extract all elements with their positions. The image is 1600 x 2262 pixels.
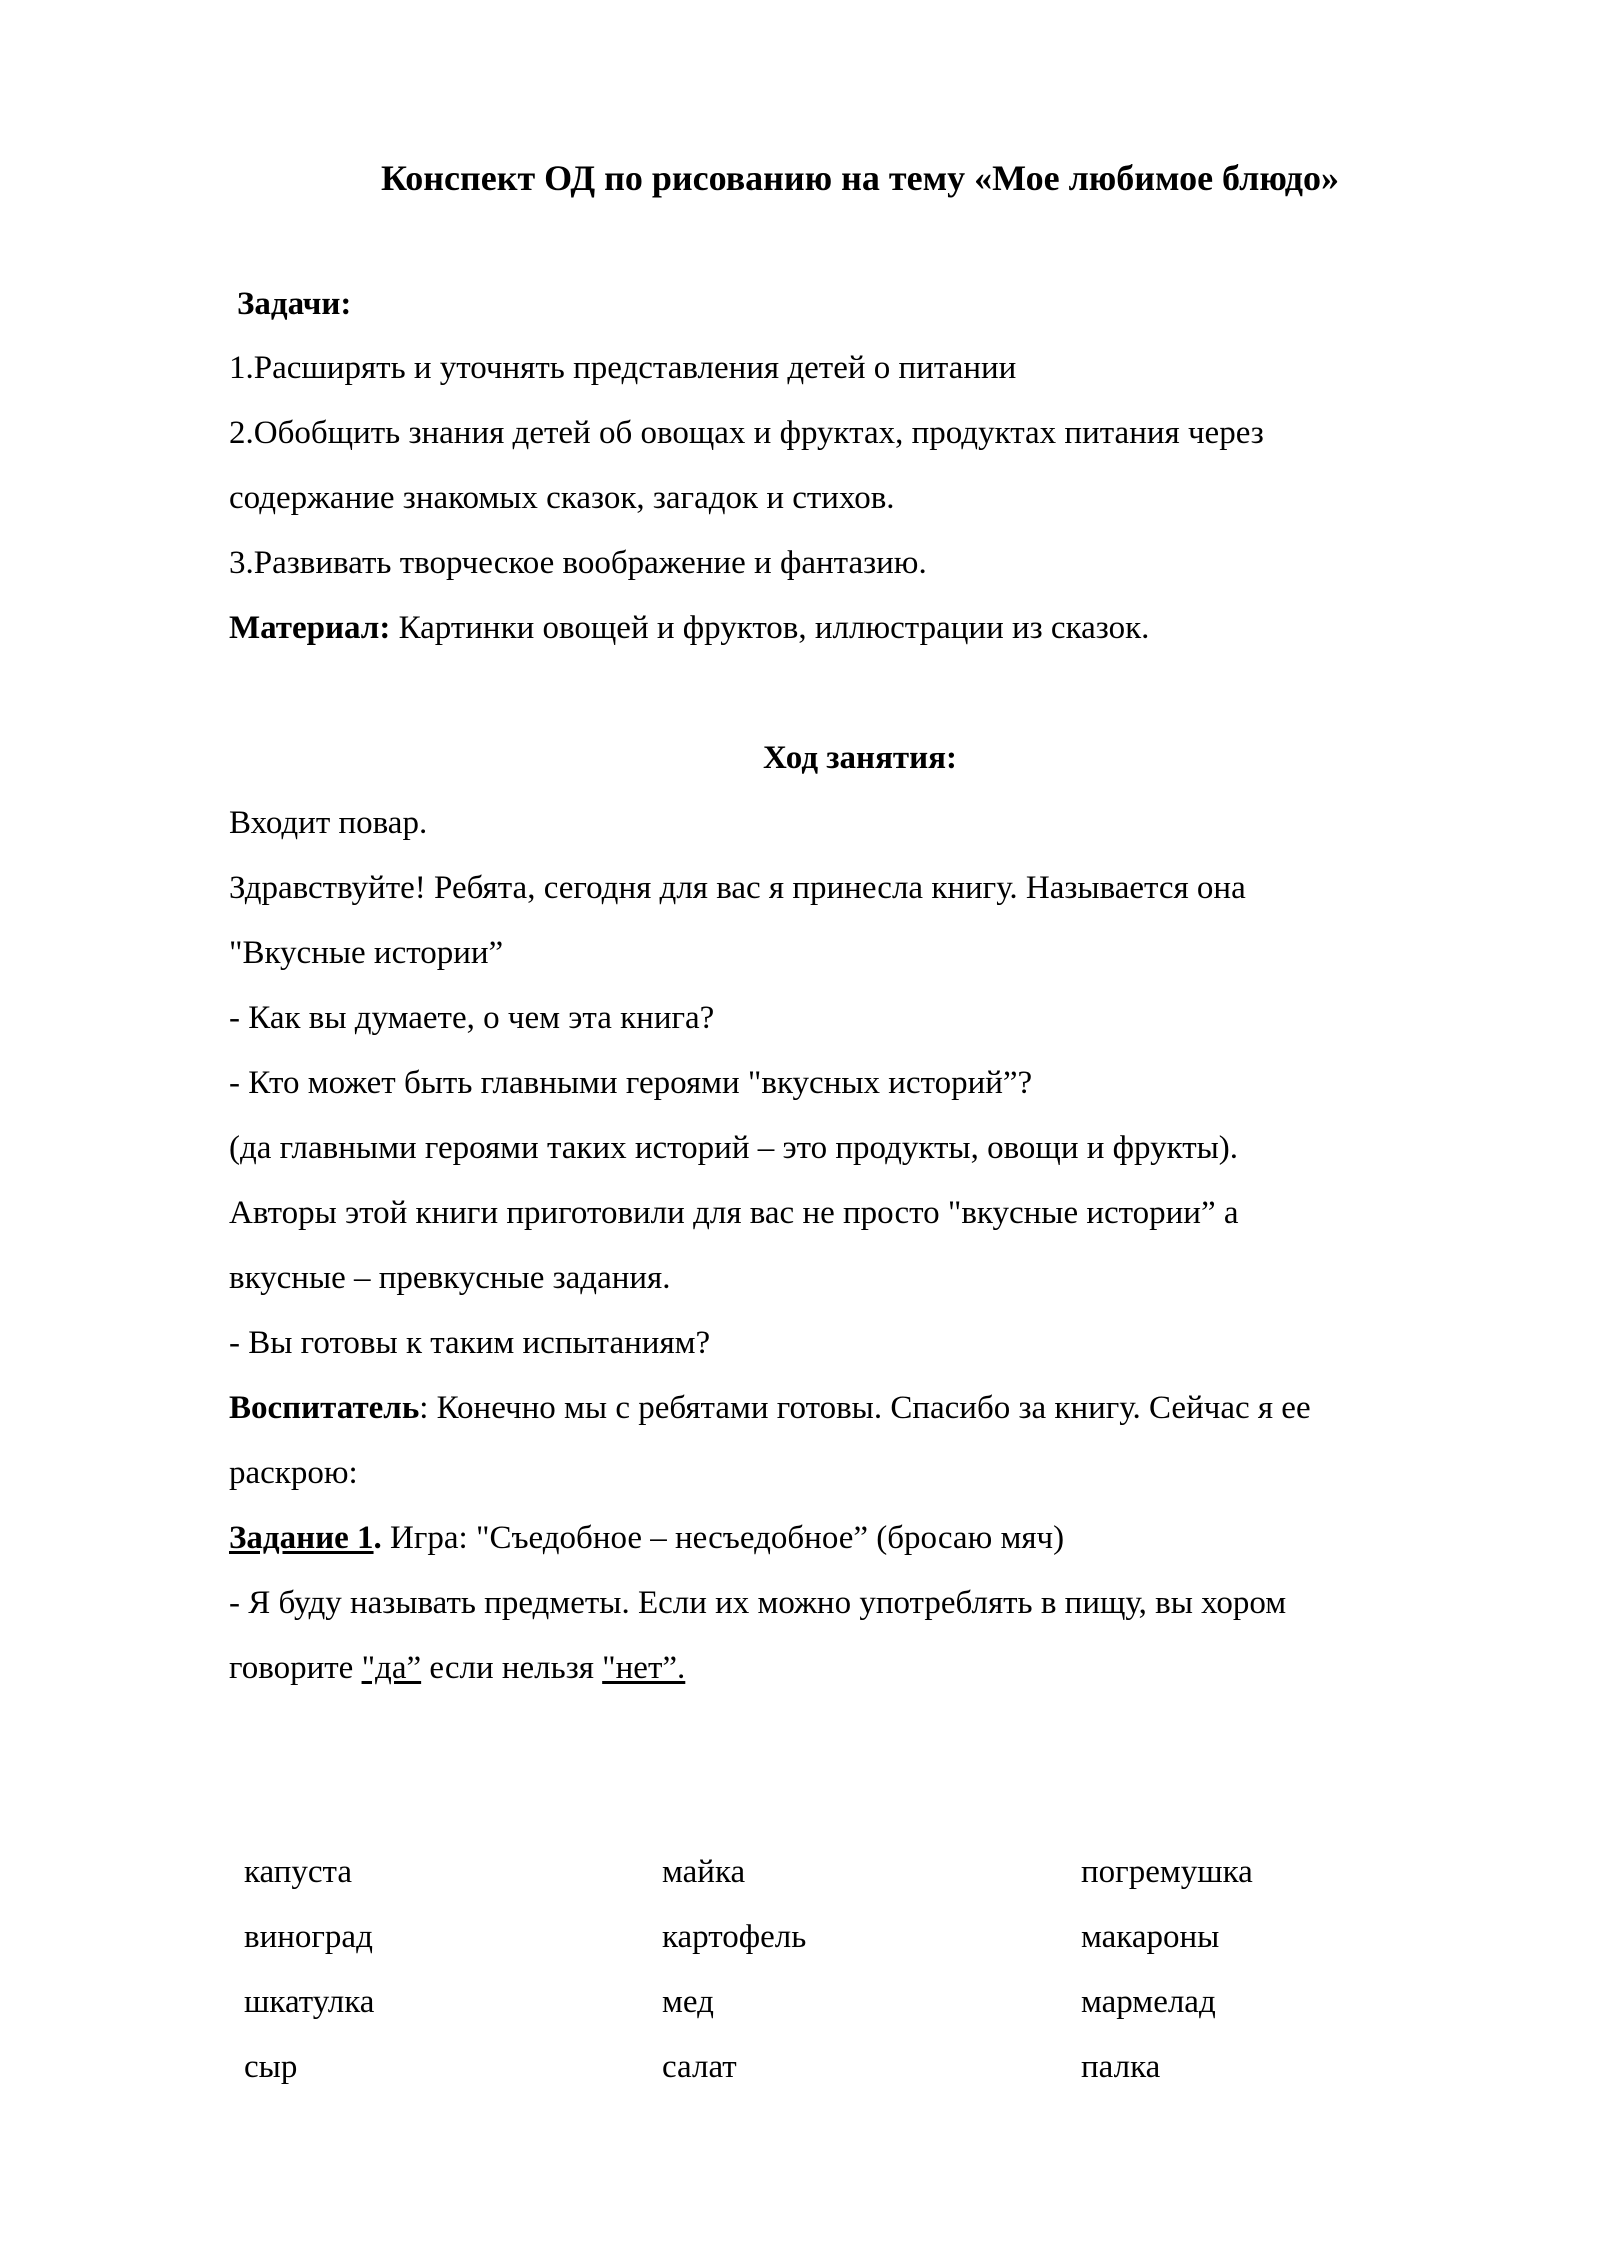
word-column-2 bbox=[662, 1840, 806, 2100]
task-item-2-cont: содержание знакомых сказок, загадок и стихов. bbox=[229, 480, 895, 516]
lesson-line-7: Авторы этой книги приготовили для вас не просто "вкусные истории” а bbox=[229, 1195, 1239, 1231]
teacher-line bbox=[229, 1386, 1311, 1430]
answer-no: "нет”. bbox=[602, 1650, 686, 1686]
task1-line bbox=[229, 1516, 1064, 1560]
lesson-line-4: - Как вы думаете, о чем эта книга? bbox=[229, 1000, 715, 1036]
word-column-3 bbox=[1081, 1840, 1253, 2100]
word-item: виноград bbox=[244, 1919, 373, 1955]
task1-dot: . bbox=[373, 1520, 382, 1556]
task-item-1: 1.Расширять и уточнять представления детей о питании bbox=[229, 350, 1017, 386]
word-item: макароны bbox=[1081, 1919, 1220, 1955]
word-item: мед bbox=[662, 1984, 714, 2020]
word-item: картофель bbox=[662, 1919, 807, 1955]
word-item: шкатулка bbox=[244, 1984, 375, 2020]
material-text: Картинки овощей и фруктов, иллюстрации из сказок. bbox=[390, 610, 1150, 646]
word-item: салат bbox=[662, 2049, 737, 2085]
task1-text: Игра: "Съедобное – несъедобное” (бросаю мяч) bbox=[381, 1520, 1065, 1556]
tasks-heading: Задачи: bbox=[237, 286, 352, 322]
teacher-line-cont: раскрою: bbox=[229, 1455, 358, 1491]
task-item-3: 3.Развивать творческое воображение и фантазию. bbox=[229, 545, 927, 581]
instruction-line-1: - Я буду называть предметы. Если их можно употреблять в пищу, вы хором bbox=[229, 1585, 1287, 1621]
lesson-line-9: - Вы готовы к таким испытаниям? bbox=[229, 1325, 711, 1361]
word-item: палка bbox=[1081, 2049, 1161, 2085]
document-title: Конспект ОД по рисованию на тему «Мое любимое блюдо» bbox=[380, 158, 1340, 198]
lesson-line-5: - Кто может быть главными героями "вкусных историй”? bbox=[229, 1065, 1033, 1101]
word-item: погремушка bbox=[1081, 1854, 1253, 1890]
lesson-line-3: "Вкусные истории” bbox=[229, 935, 504, 971]
word-item: сыр bbox=[244, 2049, 298, 2085]
lesson-heading: Ход занятия: bbox=[762, 740, 957, 776]
word-item: мармелад bbox=[1081, 1984, 1216, 2020]
lesson-line-8: вкусные – превкусные задания. bbox=[229, 1260, 671, 1296]
instruction-line-2 bbox=[229, 1646, 685, 1690]
material-line bbox=[229, 606, 1149, 650]
word-item: капуста bbox=[244, 1854, 353, 1890]
task-item-2: 2.Обобщить знания детей об овощах и фруктах, продуктах питания через bbox=[229, 415, 1264, 451]
lesson-line-1: Входит повар. bbox=[229, 805, 428, 841]
teacher-label: Воспитатель bbox=[229, 1390, 420, 1426]
task1-label: Задание 1 bbox=[229, 1520, 374, 1556]
teacher-text: : Конечно мы с ребятами готовы. Спасибо за книгу. Сейчас я ее bbox=[419, 1390, 1311, 1426]
material-label: Материал: bbox=[229, 610, 391, 646]
instruction-text-a: говорите bbox=[229, 1650, 362, 1686]
lesson-line-6: (да главными героями таких историй – это продукты, овощи и фрукты). bbox=[229, 1130, 1239, 1166]
word-item: майка bbox=[662, 1854, 746, 1890]
answer-yes: "да” bbox=[361, 1650, 422, 1686]
word-column-1 bbox=[244, 1840, 374, 2100]
instruction-text-b: если нельзя bbox=[421, 1650, 603, 1686]
lesson-line-2: Здравствуйте! Ребята, сегодня для вас я принесла книгу. Называется она bbox=[229, 870, 1246, 906]
